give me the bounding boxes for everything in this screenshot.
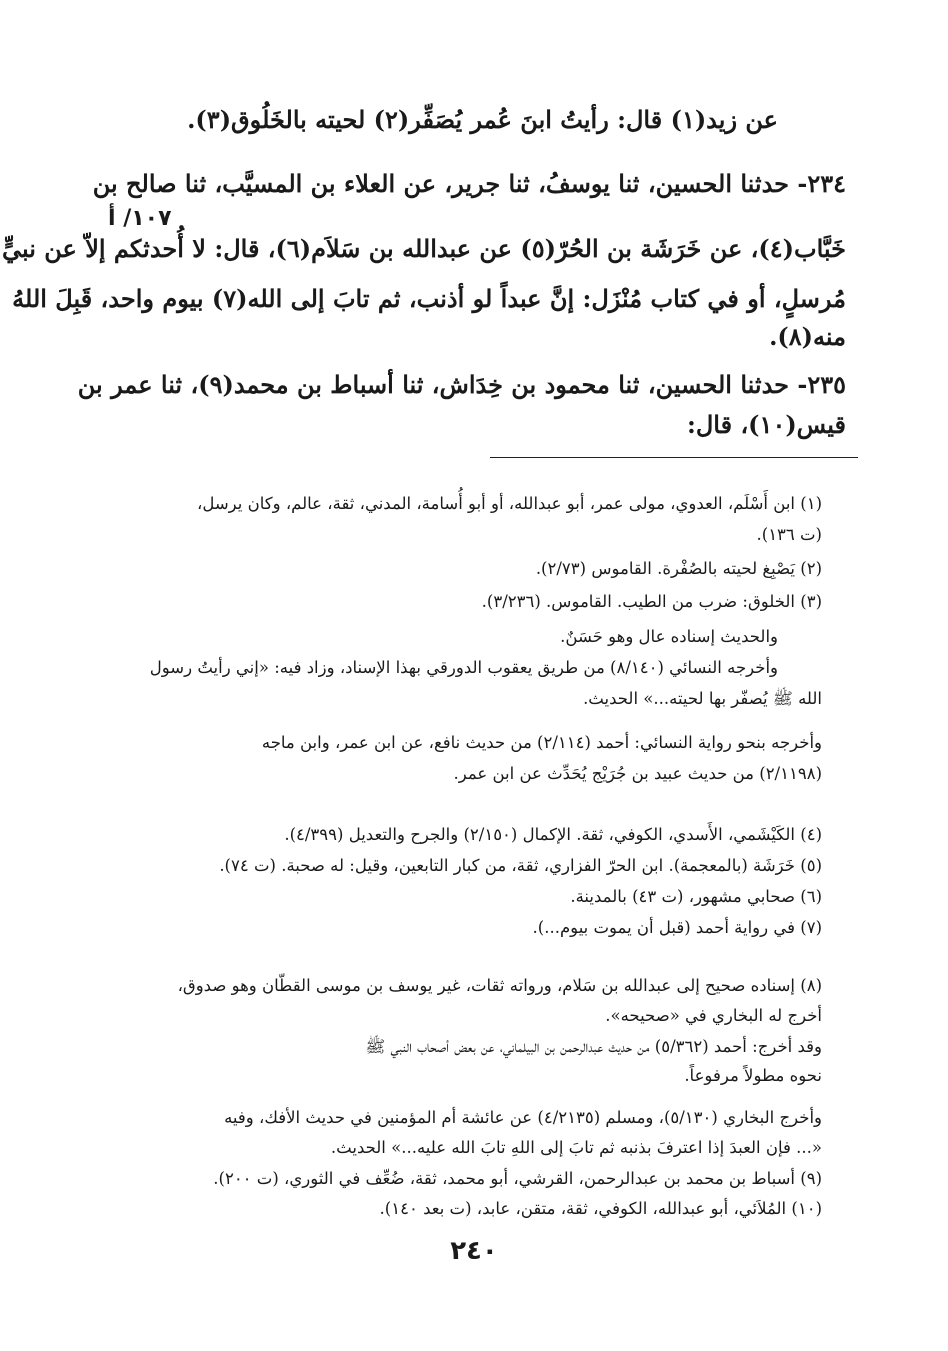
- footnote-1-cont: (ت ١٣٦).: [756, 525, 822, 544]
- main-text-line: مُرسلٍ، أو في كتاب مُنْزَل: إنَّ عبداً لو أذنب، ثم تابَ إلى الله(٧) بيوم واحد، قَبِلَ اللهُ: [12, 284, 846, 313]
- main-text-line: عن زيد(١) قال: رأيتُ ابنَ عُمر يُصَفِّر(٢) لحيته بالخَلُوق(٣).: [187, 105, 778, 134]
- main-text-line: قيس(١٠)، قال:: [687, 410, 846, 439]
- footnote-3-para: وأخرجه بنحو رواية النسائي: أحمد (٢/١١٤) من حديث نافع، عن ابن عمر، وابن ماجه: [261, 733, 822, 752]
- footnote-separator: [490, 457, 858, 458]
- footnote-3-para: وأخرجه النسائي (٨/١٤٠) من طريق يعقوب الدورقي بهذا الإسناد، وزاد فيه: «إني رأيتُ رسول: [149, 658, 778, 677]
- footnote-8-para: «... فإن العبدَ إذا اعترفَ بذنبه ثم تابَ إلى اللهِ تابَ الله عليه...» الحديث.: [330, 1138, 822, 1157]
- footnote-8-cont: أخرج له البخاري في «صحيحه».: [605, 1006, 822, 1025]
- footnote-3-para: والحديث إسناده عال وهو حَسَنٌ.: [560, 627, 778, 646]
- manuscript-folio-ref: ١٠٧/ أ: [108, 206, 172, 231]
- main-text-line: خَبَّاب(٤)، عن خَرَشَة بن الحُرّ(٥) عن عبدالله بن سَلاَم(٦)، قال: لا أُحدثكم إلاّ عن نبيٍّ: [1, 234, 846, 263]
- page-number: ٢٤٠: [450, 1236, 498, 1266]
- footnote-7: (٧) في رواية أحمد (قبل أن يموت بيوم...).: [532, 918, 822, 937]
- footnote-4: (٤) الكَيْشَمي، الأَسدي، الكوفي، ثقة. الإكمال (٢/١٥٠) والجرح والتعديل (٤/٣٩٩).: [284, 825, 822, 844]
- footnote-9: (٩) أسباط بن محمد بن عبدالرحمن، القرشي، أبو محمد، ثقة، ضُعِّف في الثوري، (ت ٢٠٠).: [213, 1169, 822, 1188]
- footnote-10: (١٠) المُلاَئي، أبو عبدالله، الكوفي، ثقة، متقن، عابد، (ت بعد ١٤٠).: [379, 1199, 822, 1218]
- footnote-8-para: نحوه مطولاً مرفوعاً.: [684, 1066, 822, 1085]
- footnote-8-para: وقد أخرج: أحمد (٥/٣٦٢) من حديث عبدالرحمن بن البيلماني، عن بعض أصحاب النبي ﷺ: [365, 1037, 822, 1056]
- footnote-3: (٣) الخلوق: ضرب من الطيب. القاموس. (٣/٢٣٦).: [481, 592, 822, 611]
- footnote-6: (٦) صحابي مشهور، (ت ٤٣) بالمدينة.: [570, 887, 822, 906]
- hadith-235-line: ٢٣٥- حدثنا الحسين، ثنا محمود بن خِدَاش، ثنا أسباط بن محمد(٩)، ثنا عمر بن: [77, 370, 846, 399]
- footnote-2: (٢) يَصْبِغ لحيته بالصُفْرة. القاموس (٢/٧٣).: [535, 559, 822, 578]
- main-text-line: منه(٨).: [769, 322, 846, 351]
- footnote-3-para: الله ﷺ يُصفّر بها لحيته...» الحديث.: [583, 689, 822, 708]
- footnote-1: (١) ابن أَسْلَم، العدوي، مولى عمر، أبو عبدالله، أو أبو أُسامة، المدني، ثقة، عالم، وكان يرسل،: [197, 494, 822, 513]
- hadith-234-line: ٢٣٤- حدثنا الحسين، ثنا يوسفُ، ثنا جرير، عن العلاء بن المسيَّب، ثنا صالح بن: [92, 169, 846, 198]
- footnote-8-para: وأخرج البخاري (٥/١٣٠)، ومسلم (٤/٢١٣٥) عن عائشة أم المؤمنين في حديث الأفك، وفيه: [224, 1108, 822, 1127]
- footnote-8: (٨) إسناده صحيح إلى عبدالله بن سَلام، ورواته ثقات، غير يوسف بن موسى القطّان وهو صدوق،: [177, 976, 822, 995]
- footnote-5: (٥) خَرَشَة (بالمعجمة). ابن الحرّ الفزاري، ثقة، من كبار التابعين، وقيل: له صحبة. (ت ٧٤).: [219, 856, 822, 875]
- footnote-3-para: (٢/١١٩٨) من حديث عبيد بن جُرَيْج يُحَدِّث عن ابن عمر.: [453, 764, 822, 783]
